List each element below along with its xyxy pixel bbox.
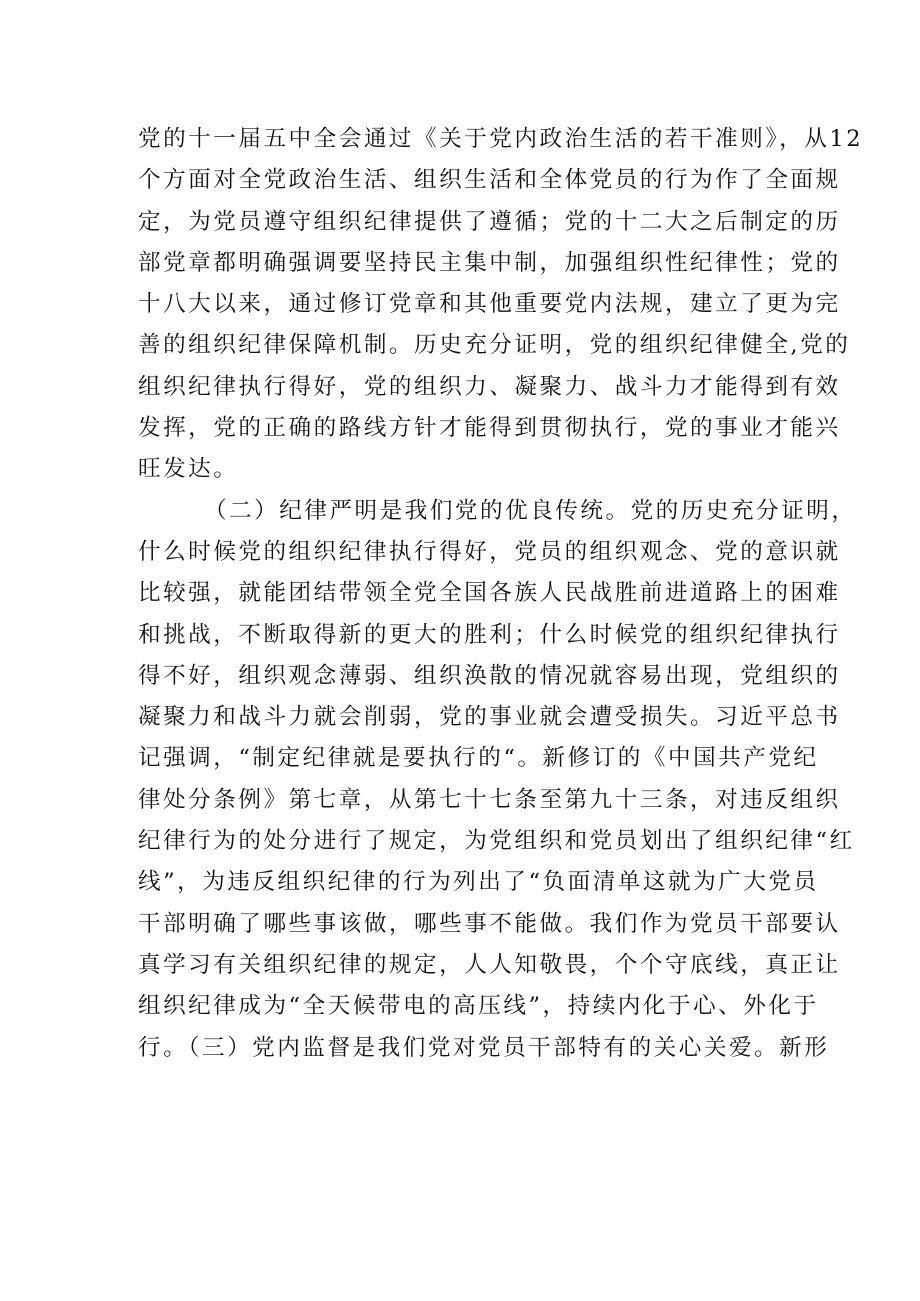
text-line: 凝聚力和战斗力就会削弱，党的事业就会遭受损失。习近平总书 [138,704,841,731]
text-line: 线”，为违反组织纪律的行为列出了“负面清单这就为广大党员 [138,869,819,896]
text-line: 组织纪律执行得好，党的组织力、凝聚力、战斗力才能得到有效 [138,373,841,400]
text-line: 得不好，组织观念薄弱、组织涣散的情况就容易出现，党组织的 [138,662,841,689]
section-heading-line: （二）纪律严明是我们党的优良传统。党的历史充分证明， [204,497,857,524]
text-line: 旺发达。 [138,456,239,483]
text-line: 发挥，党的正确的路线方针才能得到贯彻执行，党的事业才能兴 [138,415,841,442]
text-line: 善的组织纪律保障机制。历史充分证明，党的组织纪律健全,党的 [138,332,851,359]
text-line: 什么时候党的组织纪律执行得好，党员的组织观念、党的意识就 [138,538,841,565]
text-line: 纪律行为的处分进行了规定，为党组织和党员划出了组织纪律“红 [138,828,855,855]
text-line: 律处分条例》第七章，从第七十七条至第九十三条，对违反组织 [138,786,841,813]
text-line: 定，为党员遵守组织纪律提供了遵循；党的十二大之后制定的历 [138,208,841,235]
text-line: 组织纪律成为“全天候带电的高压线”，持续内化于心、外化于 [138,993,819,1020]
text-line: 和挑战，不断取得新的更大的胜利；什么时候党的组织纪律执行 [138,621,841,648]
text-line: 个方面对全党政治生活、组织生活和全体党员的行为作了全面规 [138,167,841,194]
text-line: 真学习有关组织纪律的规定，人人知敬畏，个个守底线，真正让 [138,951,841,978]
text-line: 记强调，“制定纪律就是要执行的“。新修订的《中国共产党纪 [138,745,819,772]
text-line: 比较强，就能团结带领全党全国各族人民战胜前进道路上的困难 [138,580,841,607]
text-line: 部党章都明确强调要坚持民主集中制，加强组织性纪律性；党的 [138,249,841,276]
text-line: 干部明确了哪些事该做，哪些事不能做。我们作为党员干部要认 [138,910,841,937]
text-line: 行。（三）党内监督是我们党对党员干部特有的关心关爱。新形 [138,1034,830,1061]
body-text [138,119,864,1069]
text-line: 党的十一届五中全会通过《关于党内政治生活的若干准则》，从12 [138,126,864,152]
text-line: 十八大以来，通过修订党章和其他重要党内法规，建立了更为完 [138,291,841,318]
